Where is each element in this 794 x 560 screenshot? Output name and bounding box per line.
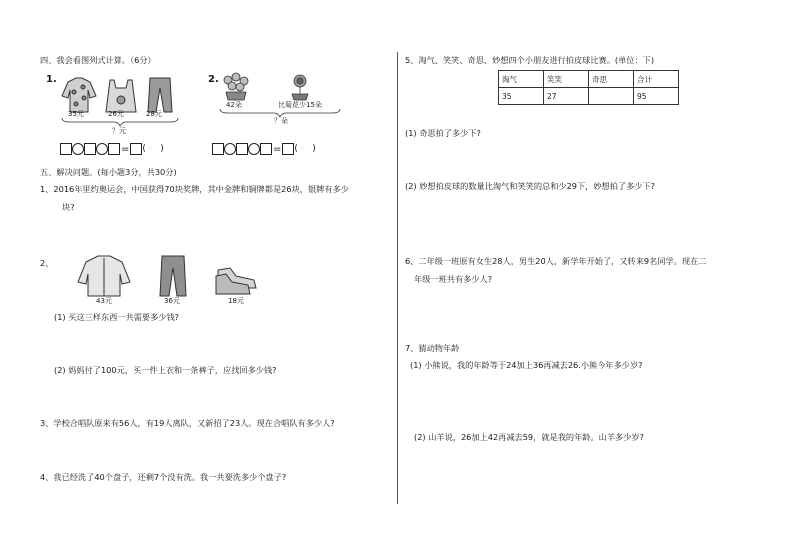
- table-header-cell: 奇思: [589, 71, 634, 88]
- bag-icon: [106, 80, 136, 112]
- operator-circle[interactable]: [96, 143, 108, 155]
- question1-line2: 块?: [62, 202, 75, 212]
- question5-sub2: (2) 妙想拍皮球的数量比淘气和笑笑的总和少29下，妙想拍了多少下?: [405, 181, 656, 191]
- answer-box[interactable]: [236, 143, 248, 155]
- problem1-price: 28元: [146, 110, 162, 118]
- operator-circle[interactable]: [248, 143, 260, 155]
- answer-box[interactable]: [282, 143, 294, 155]
- problem2-total: ？朵: [274, 117, 288, 125]
- score-table: [498, 70, 679, 105]
- question2-number: 2、: [40, 258, 54, 268]
- table-cell: 27: [544, 88, 589, 105]
- question2-sub2: (2) 妈妈付了100元，买一件上衣和一条裤子，应找回多少钱?: [54, 365, 277, 375]
- table-cell: 35: [499, 88, 544, 105]
- answer-box[interactable]: [108, 143, 120, 155]
- question5-sub1: (1) 奇思拍了多少下?: [405, 128, 481, 138]
- question7-sub1: (1) 小熊说，我的年龄等于24加上36再减去26.小熊今年多少岁?: [410, 360, 643, 370]
- sneakers-price: 18元: [228, 297, 244, 305]
- column-divider: [397, 52, 398, 504]
- operator-circle[interactable]: [224, 143, 236, 155]
- problem2-number: 2.: [208, 74, 219, 85]
- section5-title: 五、解决问题。(每小题3分，共30分): [40, 167, 177, 177]
- table-header-cell: 淘气: [499, 71, 544, 88]
- question6-line2: 年级一班共有多少人?: [414, 274, 493, 284]
- problem1-total: ？元: [112, 127, 126, 135]
- coat-price: 43元: [96, 297, 112, 305]
- question3: 3、学校合唱队原来有56人，有19人离队，又新招了23人。现在合唱队有多少人?: [40, 418, 335, 428]
- answer-box[interactable]: [130, 143, 142, 155]
- question5: 5、淘气、笑笑、奇思、妙想四个小朋友进行拍皮球比赛。(单位：下): [405, 55, 655, 65]
- answer-box[interactable]: [260, 143, 272, 155]
- problem2-chrysanthemum-count: 42朵: [226, 101, 242, 109]
- table-header-row: [499, 71, 679, 88]
- problem2-flower-illustration: [218, 72, 338, 102]
- problem1-number: 1.: [46, 74, 57, 85]
- problem1-equation-blanks: = ( ): [60, 143, 164, 155]
- question7-title: 7、猜动物年龄: [405, 343, 460, 353]
- problem2-rose-comparison: 比菊花少15朵: [278, 101, 322, 109]
- problem2-equation-blanks: = ( ): [212, 143, 316, 155]
- table-cell[interactable]: [589, 88, 634, 105]
- table-header-cell: 合计: [634, 71, 679, 88]
- table-row: [499, 88, 679, 105]
- jacket-icon: [62, 78, 96, 112]
- problem1-price: 35元: [68, 110, 84, 118]
- sneakers-icon: [216, 268, 256, 294]
- question2-items-illustration: [76, 254, 266, 298]
- question7-sub2: (2) 山羊说，26加上42再减去59，就是我的年龄。山羊多少岁?: [414, 432, 644, 442]
- table-cell: 95: [634, 88, 679, 105]
- pants-price: 36元: [164, 297, 180, 305]
- question6-line1: 6、二年级一班原有女生28人，男生20人，新学年开始了，又转来9名同学。现在二: [405, 256, 707, 266]
- rose-icon: [292, 75, 308, 100]
- answer-box[interactable]: [60, 143, 72, 155]
- answer-box[interactable]: [212, 143, 224, 155]
- problem1-price: 26元: [108, 110, 124, 118]
- pants-icon: [160, 256, 186, 296]
- chrysanthemum-icon: [224, 73, 248, 100]
- operator-circle[interactable]: [72, 143, 84, 155]
- trousers-icon: [148, 78, 172, 112]
- question2-sub1: (1) 买这三样东西一共需要多少钱?: [54, 312, 179, 322]
- question4: 4、我已经洗了40个盘子，还剩7个没有洗。我一共要洗多少个盘子?: [40, 472, 287, 482]
- table-header-cell: 笑笑: [544, 71, 589, 88]
- question1-line1: 1、2016年里约奥运会，中国获得70块奖牌，其中金牌和铜牌都是26块，银牌有多少: [40, 184, 349, 194]
- section4-title: 四、我会看图列式计算。（6分）: [40, 55, 156, 65]
- coat-icon: [78, 256, 130, 296]
- answer-box[interactable]: [84, 143, 96, 155]
